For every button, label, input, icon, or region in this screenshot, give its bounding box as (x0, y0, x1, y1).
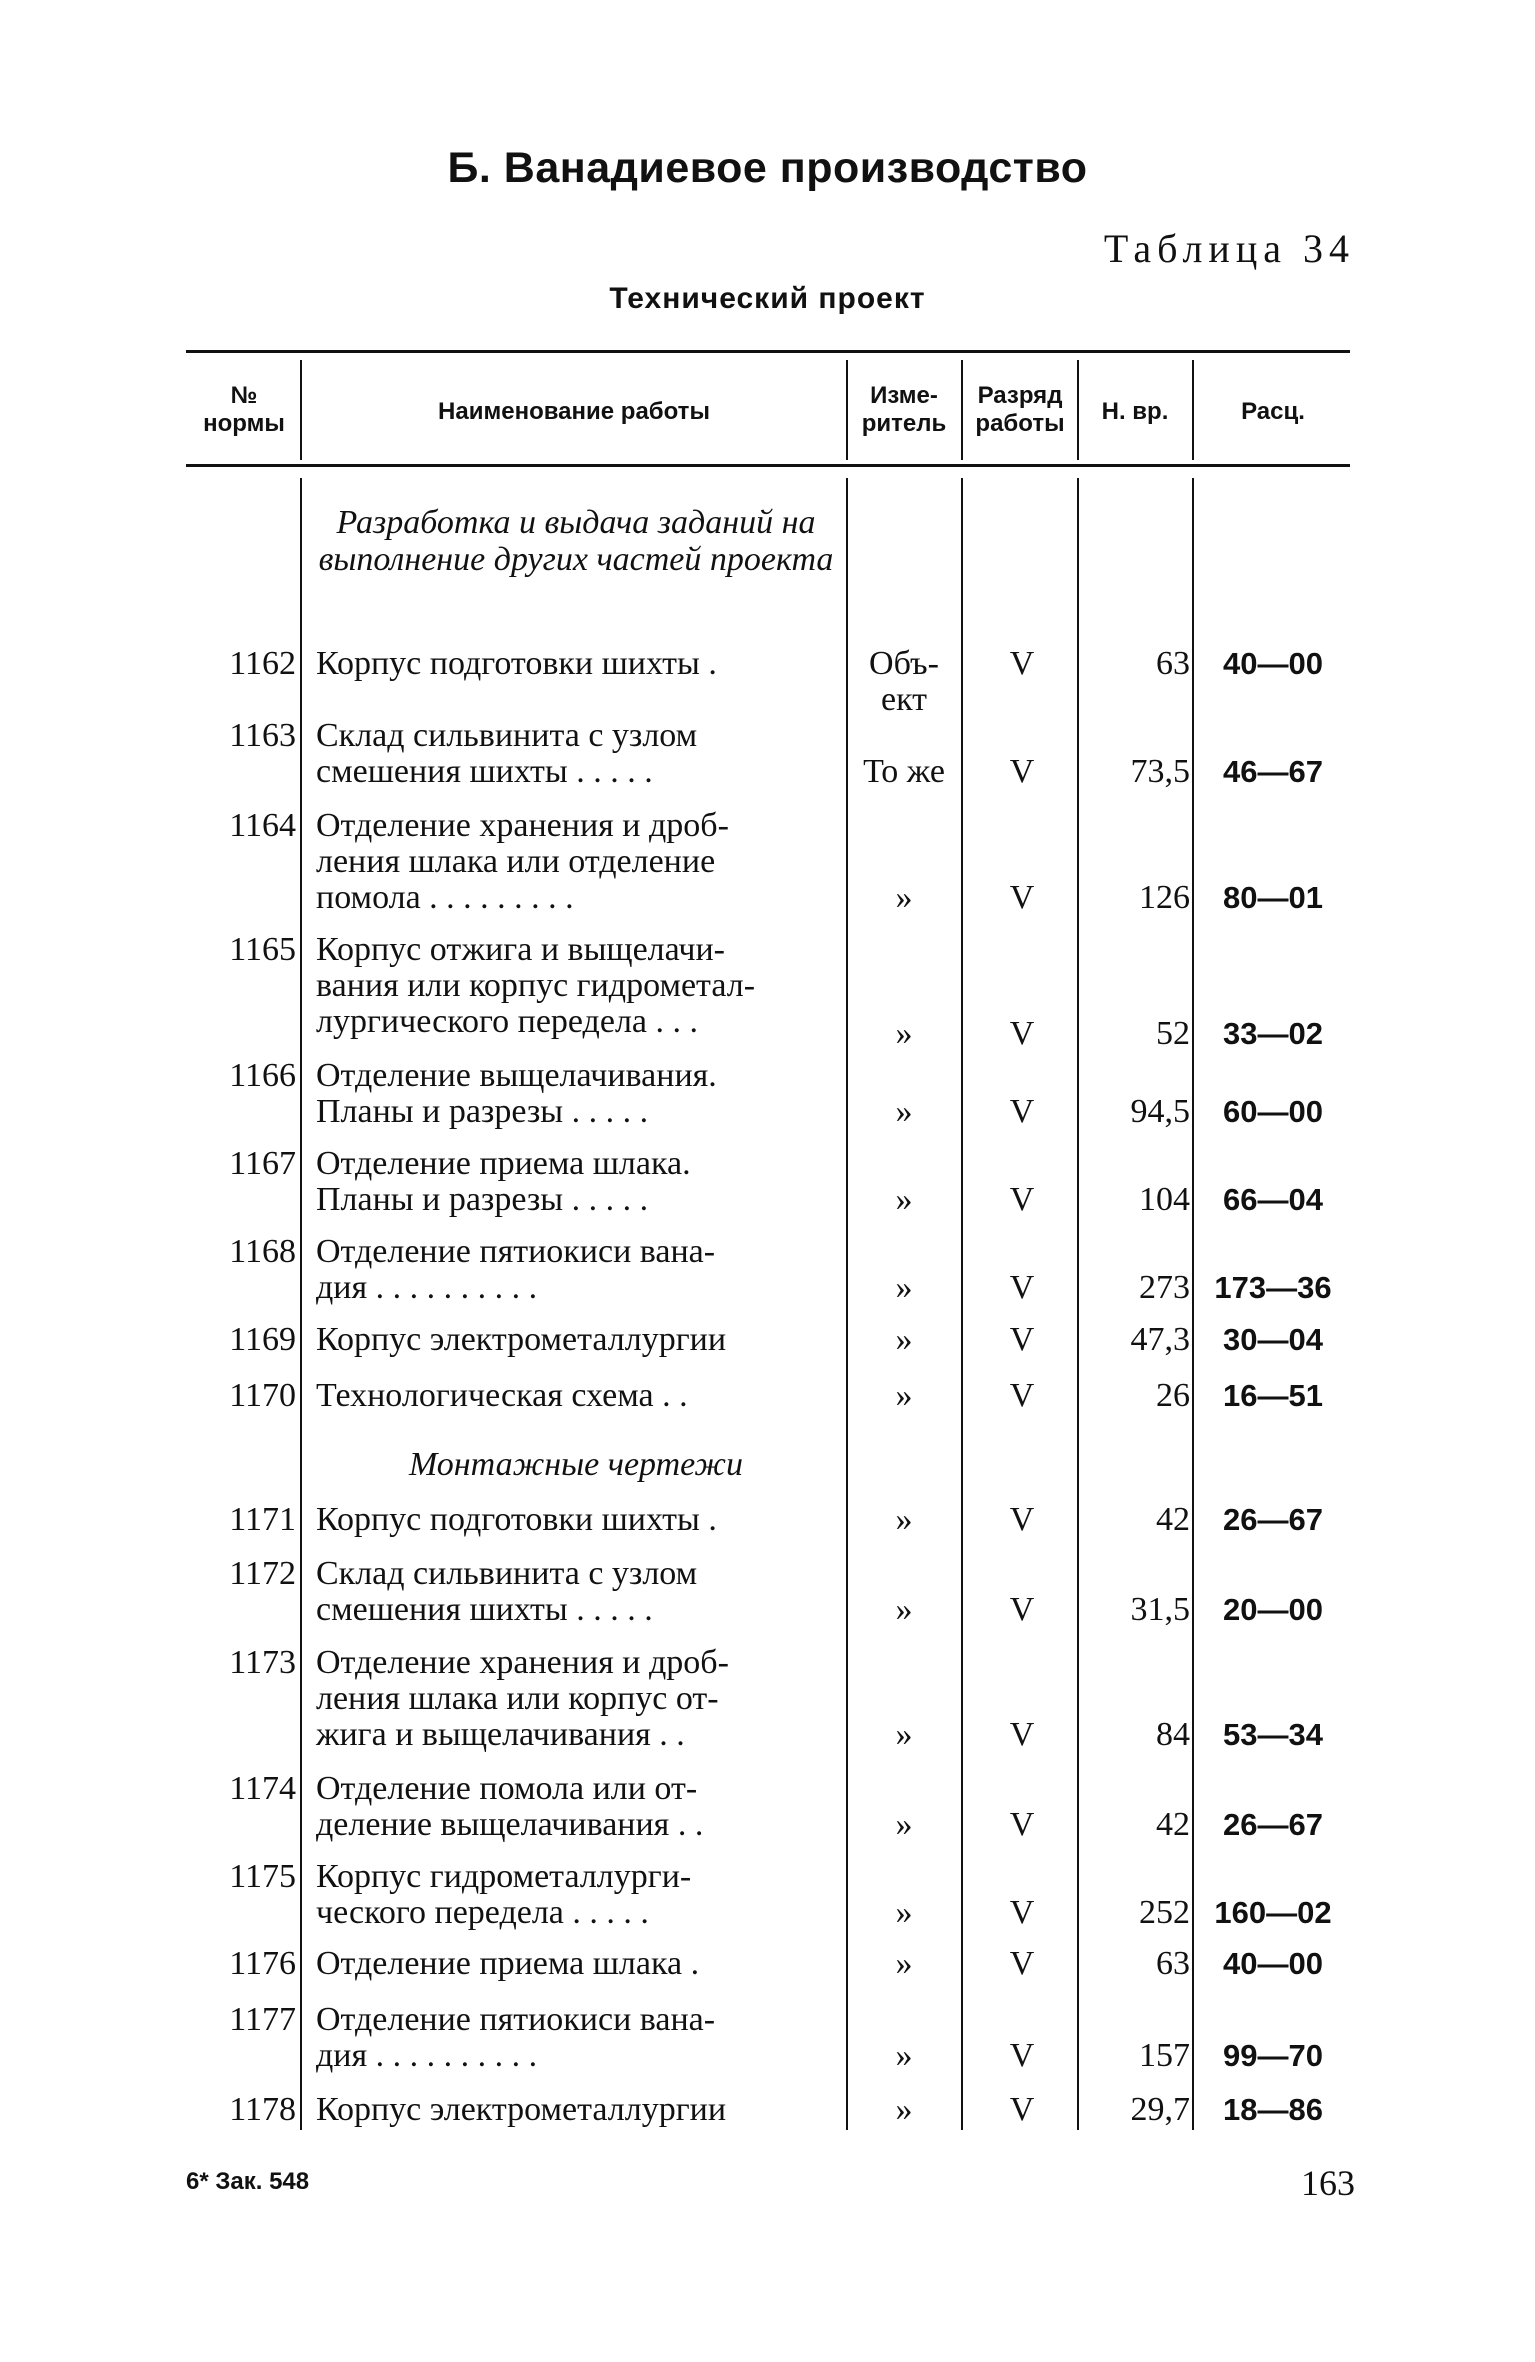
work-grade: V (1009, 1321, 1035, 1358)
norm-number: 1173 (229, 1644, 296, 1681)
norm-number: 1174 (229, 1770, 296, 1807)
work-name: Корпус электрометаллургии (316, 1321, 727, 1358)
norm-number: 1162 (229, 645, 296, 682)
work-name: Корпус отжига и выщелачи- вания или корпус гидрометал- лургического передела . . . (316, 931, 756, 1040)
work-grade: V (1009, 1093, 1035, 1130)
time-norm: 52 (1156, 1015, 1190, 1052)
rate-value: 40—00 (1223, 1946, 1323, 1981)
rate-value: 16—51 (1223, 1378, 1323, 1413)
header-divider (1192, 360, 1194, 460)
header-num: № нормы (203, 382, 285, 437)
work-grade: V (1009, 1945, 1035, 1982)
table-subtitle: Технический проект (609, 282, 926, 315)
measure-unit: » (895, 1591, 913, 1628)
rate-value: 26—67 (1223, 1807, 1323, 1842)
header-divider (846, 360, 848, 460)
norm-number: 1176 (229, 1945, 296, 1982)
work-grade: V (1009, 1377, 1035, 1414)
time-norm: 42 (1156, 1501, 1190, 1538)
column-divider (300, 478, 302, 2130)
rate-value: 173—36 (1214, 1270, 1332, 1305)
work-grade: V (1009, 1894, 1035, 1931)
work-name: Склад сильвинита с узлом смешения шихты . . . . . (316, 717, 698, 790)
measure-unit: » (895, 1015, 913, 1052)
rate-value: 18—86 (1223, 2092, 1323, 2127)
work-name: Отделение хранения и дроб- ления шлака или отделение помола . . . . . . . . . (316, 807, 729, 916)
work-name: Корпус подготовки шихты . (316, 645, 717, 682)
work-name: Корпус подготовки шихты . (316, 1501, 717, 1538)
work-grade: V (1009, 1015, 1035, 1052)
rate-value: 40—00 (1223, 646, 1323, 681)
work-name: Корпус гидрометаллурги- ческого передела . . . . . (316, 1858, 692, 1931)
time-norm: 63 (1156, 645, 1190, 682)
header-price: Расц. (1241, 398, 1305, 425)
time-norm: 29,7 (1130, 2091, 1190, 2128)
measure-unit: То же (863, 753, 945, 790)
measure-unit: » (895, 2037, 913, 2074)
header-grade: Разряд работы (975, 382, 1065, 437)
rate-value: 66—04 (1223, 1182, 1323, 1217)
measure-unit: » (895, 1269, 913, 1306)
work-grade: V (1009, 1269, 1035, 1306)
measure-unit: » (895, 1181, 913, 1218)
rate-value: 53—34 (1223, 1717, 1323, 1752)
time-norm: 63 (1156, 1945, 1190, 1982)
rate-value: 99—70 (1223, 2038, 1323, 2073)
work-name: Отделение пятиокиси вана- дия . . . . . . . . . . (316, 2001, 716, 2074)
norm-number: 1178 (229, 2091, 296, 2128)
work-grade: V (1009, 879, 1035, 916)
time-norm: 126 (1139, 879, 1190, 916)
table-label: Таблица 34 (1103, 226, 1355, 271)
time-norm: 31,5 (1130, 1591, 1190, 1628)
page-heading: Б. Ванадиевое производство (447, 144, 1088, 192)
work-grade: V (1009, 1591, 1035, 1628)
time-norm: 84 (1156, 1716, 1190, 1753)
time-norm: 157 (1139, 2037, 1190, 2074)
work-grade: V (1009, 645, 1035, 682)
measure-unit: » (895, 1501, 913, 1538)
header-unit: Изме- ритель (861, 382, 947, 437)
measure-unit: » (895, 1321, 913, 1358)
column-divider (1192, 478, 1194, 2130)
rate-value: 80—01 (1223, 880, 1323, 915)
time-norm: 94,5 (1130, 1093, 1190, 1130)
norm-number: 1163 (229, 717, 296, 754)
header-divider (1077, 360, 1079, 460)
work-grade: V (1009, 1501, 1035, 1538)
measure-unit: » (895, 1945, 913, 1982)
norm-number: 1166 (229, 1057, 296, 1094)
norm-number: 1170 (229, 1377, 296, 1414)
time-norm: 47,3 (1130, 1321, 1190, 1358)
work-name: Отделение приема шлака. Планы и разрезы . . . . . (316, 1145, 691, 1218)
page-number: 163 (1301, 2163, 1355, 2203)
measure-unit: » (895, 879, 913, 916)
norm-number: 1169 (229, 1321, 296, 1358)
rate-value: 46—67 (1223, 754, 1323, 789)
header-bottom-rule (186, 464, 1350, 467)
work-name: Отделение пятиокиси вана- дия . . . . . . . . . . (316, 1233, 716, 1306)
time-norm: 73,5 (1130, 753, 1190, 790)
rate-value: 20—00 (1223, 1592, 1323, 1627)
norm-number: 1165 (229, 931, 296, 968)
table-top-rule (186, 350, 1350, 353)
norm-number: 1172 (229, 1555, 296, 1592)
work-name: Отделение выщелачивания. Планы и разрезы . . . . . (316, 1057, 717, 1130)
work-name: Корпус электрометаллургии (316, 2091, 727, 2128)
work-grade: V (1009, 753, 1035, 790)
work-grade: V (1009, 2037, 1035, 2074)
work-name: Технологическая схема . . (316, 1377, 688, 1414)
print-order-note: 6* Зак. 548 (186, 2168, 310, 2195)
work-grade: V (1009, 1181, 1035, 1218)
time-norm: 273 (1139, 1269, 1190, 1306)
section-heading: Разработка и выдача заданий на выполнение других частей проекта (318, 504, 834, 578)
norm-number: 1175 (229, 1858, 296, 1895)
section-heading: Монтажные чертежи (408, 1446, 744, 1483)
header-divider (961, 360, 963, 460)
time-norm: 252 (1139, 1894, 1190, 1931)
measure-unit: » (895, 1716, 913, 1753)
work-name: Отделение хранения и дроб- ления шлака или корпус от- жига и выщелачивания . . (316, 1644, 729, 1753)
rate-value: 160—02 (1214, 1895, 1332, 1930)
work-grade: V (1009, 1806, 1035, 1843)
work-name: Отделение приема шлака . (316, 1945, 700, 1982)
rate-value: 26—67 (1223, 1502, 1323, 1537)
norm-number: 1168 (229, 1233, 296, 1270)
time-norm: 104 (1139, 1181, 1190, 1218)
measure-unit: » (895, 1377, 913, 1414)
header-norm: Н. вр. (1101, 398, 1169, 425)
norm-number: 1177 (229, 2001, 296, 2038)
norm-number: 1167 (229, 1145, 296, 1182)
work-name: Отделение помола или от- деление выщелачивания . . (316, 1770, 704, 1843)
measure-unit: Объ- ект (869, 645, 939, 718)
work-name: Склад сильвинита с узлом смешения шихты . . . . . (316, 1555, 698, 1628)
norm-number: 1171 (229, 1501, 296, 1538)
norm-number: 1164 (229, 807, 296, 844)
rate-value: 30—04 (1223, 1322, 1323, 1357)
rate-value: 33—02 (1223, 1016, 1323, 1051)
rate-value: 60—00 (1223, 1094, 1323, 1129)
header-divider (300, 360, 302, 460)
measure-unit: » (895, 1894, 913, 1931)
work-grade: V (1009, 2091, 1035, 2128)
header-name: Наименование работы (438, 398, 710, 425)
column-divider (961, 478, 963, 2130)
measure-unit: » (895, 1806, 913, 1843)
measure-unit: » (895, 1093, 913, 1130)
measure-unit: » (895, 2091, 913, 2128)
time-norm: 26 (1156, 1377, 1190, 1414)
work-grade: V (1009, 1716, 1035, 1753)
time-norm: 42 (1156, 1806, 1190, 1843)
